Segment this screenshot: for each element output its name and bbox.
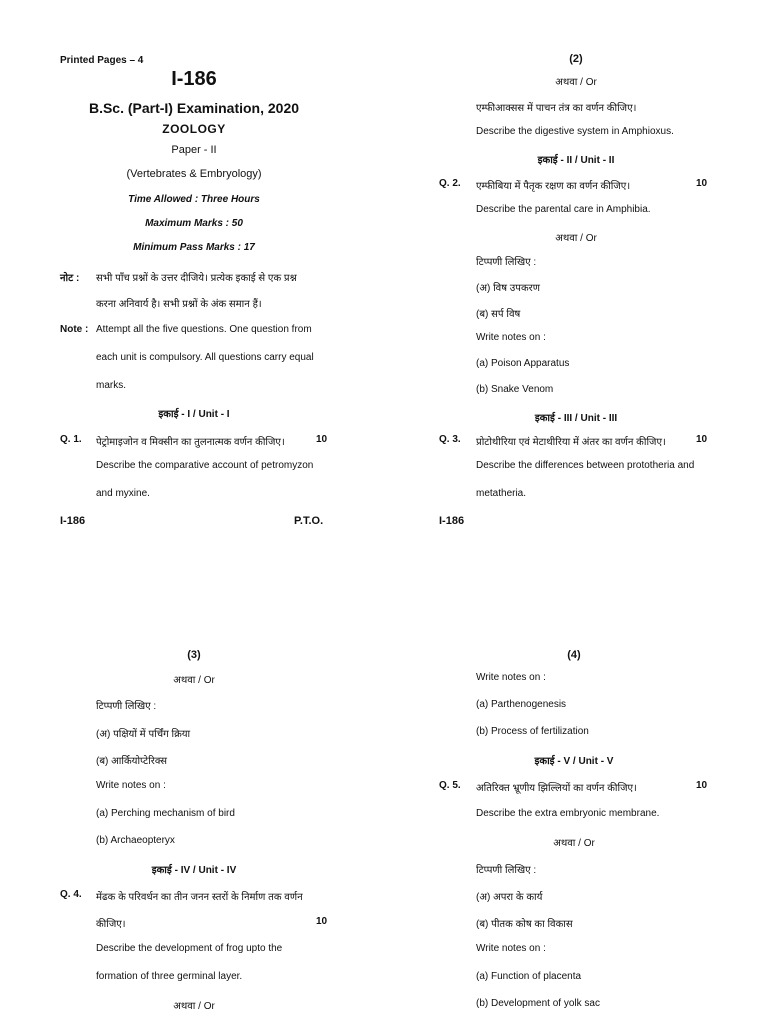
page-4 [384, 512, 768, 1024]
notes-hindi-b: (ब) पीतक कोष का विकास [476, 919, 573, 930]
notes-english-heading: Write notes on : [96, 780, 166, 791]
q1-hindi: पेट्रोमाइजोन व मिक्सीन का तुलनात्मक वर्णन कीजिए। [96, 437, 285, 448]
q2-marks: 10 [696, 178, 708, 189]
q1-english-line-1: Describe the comparative account of petromyzon [96, 460, 314, 471]
note-hindi-line-2: करना अनिवार्य है। सभी प्रश्नों के अंक समान हैं। [96, 299, 262, 310]
notes-hindi-a: (अ) अपरा के कार्य [476, 892, 543, 903]
note-english-label: Note : [60, 324, 89, 335]
unit-4-heading: इकाई - IV / Unit - IV [151, 865, 237, 876]
notes-hindi-a: (अ) पक्षियों में पर्चिंग क्रिया [96, 729, 191, 740]
notes-english-b: (b) Process of fertilization [476, 726, 589, 737]
q4-marks: 10 [316, 916, 328, 927]
or-divider-2: अथवा / Or [555, 233, 597, 244]
subject: ZOOLOGY [162, 122, 226, 136]
notes-english-heading: Write notes on : [476, 332, 546, 343]
notes-english-b: (b) Archaeopteryx [96, 835, 175, 846]
or-divider: अथवा / Or [555, 77, 597, 88]
alt-question-english: Describe the digestive system in Amphioxus. [476, 126, 674, 137]
notes-english-a: (a) Parthenogenesis [476, 699, 567, 710]
q1-english-line-2: and myxine. [96, 488, 150, 499]
notes-english-heading-2: Write notes on : [476, 943, 546, 954]
notes-hindi-heading: टिप्पणी लिखिए : [96, 701, 157, 712]
min-pass-marks: Minimum Pass Marks : 17 [133, 242, 255, 253]
time-allowed: Time Allowed : Three Hours [128, 194, 260, 205]
q2-english: Describe the parental care in Amphibia. [476, 204, 651, 215]
page-number: (3) [187, 649, 201, 661]
notes-hindi-b: (ब) सर्प विष [476, 309, 521, 320]
note-english-line-3: marks. [96, 380, 126, 391]
q2-label: Q. 2. [439, 178, 461, 189]
q5-label: Q. 5. [439, 780, 461, 791]
q5-hindi: अतिरिक्त भ्रूणीय झिल्लियों का वर्णन कीजिए। [476, 783, 637, 794]
or-divider-2: अथवा / Or [173, 1001, 215, 1012]
notes-english-a: (a) Perching mechanism of bird [96, 808, 235, 819]
notes-english-b: (b) Snake Venom [476, 384, 554, 395]
q3-english-line-1: Describe the differences between prototheria and [476, 460, 695, 471]
page-number: (2) [569, 53, 583, 65]
notes-english-2-b: (b) Development of yolk sac [476, 998, 600, 1009]
notes-hindi-a: (अ) विष उपकरण [476, 283, 540, 294]
printed-pages: Printed Pages – 4 [60, 55, 144, 66]
alt-question-hindi: एम्फीआक्सस में पाचन तंत्र का वर्णन कीजिए। [476, 103, 637, 114]
page-3 [0, 512, 384, 1024]
notes-english-a: (a) Poison Apparatus [476, 358, 570, 369]
unit-5-heading: इकाई - V / Unit - V [534, 756, 614, 767]
notes-english-2-a: (a) Function of placenta [476, 971, 582, 982]
unit-3-heading: इकाई - III / Unit - III [534, 413, 618, 424]
notes-hindi-b: (ब) आर्कियोप्टेरिक्स [96, 756, 168, 767]
notes-hindi-heading: टिप्पणी लिखिए : [476, 257, 537, 268]
q4-hindi-line-1: मेंढक के परिवर्धन का तीन जनन स्तरों के निर्माण तक वर्णन [96, 892, 303, 903]
page-2 [384, 0, 768, 527]
paper-code: I-186 [171, 68, 217, 90]
q3-hindi: प्रोटोथीरिया एवं मेटाथीरिया में अंतर का वर्णन कीजिए। [476, 437, 666, 448]
or-divider: अथवा / Or [173, 675, 215, 686]
paper-number: Paper - II [171, 144, 217, 156]
footer-pto: P.T.O. [294, 515, 324, 527]
q3-marks: 10 [696, 434, 708, 445]
page-1 [0, 0, 384, 527]
notes-hindi-heading: टिप्पणी लिखिए : [476, 865, 537, 876]
page-number: (4) [567, 649, 581, 661]
max-marks: Maximum Marks : 50 [145, 218, 243, 229]
note-hindi-line-1: सभी पाँच प्रश्नों के उत्तर दीजिये। प्रत्येक इकाई से एक प्रश्न [96, 273, 297, 284]
q2-hindi: एम्फीबिया में पैतृक रक्षण का वर्णन कीजिए। [476, 181, 631, 192]
footer-code: I-186 [60, 515, 86, 527]
note-english-line-2: each unit is compulsory. All questions carry equal [96, 352, 314, 363]
unit-2-heading: इकाई - II / Unit - II [537, 155, 615, 166]
unit-1-heading: इकाई - I / Unit - I [158, 409, 230, 420]
q4-english-line-2: formation of three germinal layer. [96, 971, 243, 982]
paper-topic: (Vertebrates & Embryology) [126, 168, 262, 180]
q1-marks: 10 [316, 434, 328, 445]
note-english-line-1: Attempt all the five questions. One question from [96, 324, 312, 335]
note-hindi-label: नोट : [60, 273, 80, 284]
footer-code: I-186 [439, 515, 465, 527]
q3-english-line-2: metatheria. [476, 488, 527, 499]
q5-english: Describe the extra embryonic membrane. [476, 808, 660, 819]
q4-label: Q. 4. [60, 889, 82, 900]
q3-label: Q. 3. [439, 434, 461, 445]
q1-label: Q. 1. [60, 434, 82, 445]
q5-marks: 10 [696, 780, 708, 791]
notes-english-heading: Write notes on : [476, 672, 546, 683]
q4-hindi-line-2: कीजिए। [96, 919, 126, 930]
q4-english-line-1: Describe the development of frog upto the [96, 943, 283, 954]
exam-title: B.Sc. (Part-I) Examination, 2020 [88, 100, 300, 116]
or-divider: अथवा / Or [553, 838, 595, 849]
